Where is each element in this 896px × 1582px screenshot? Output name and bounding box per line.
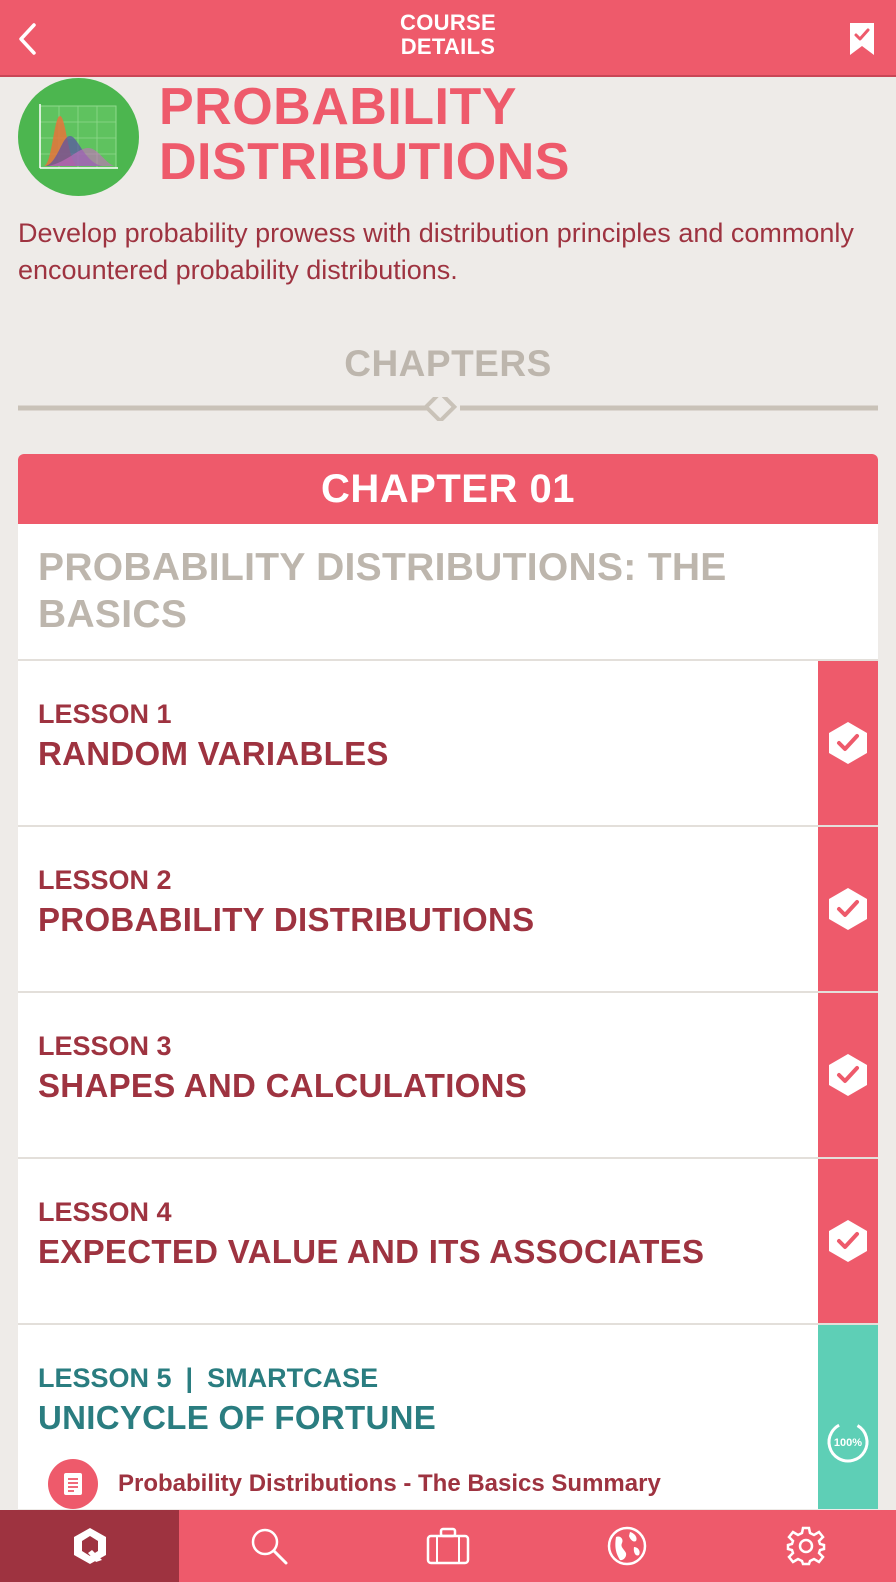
nav-globe[interactable] — [538, 1510, 717, 1582]
lesson-number: LESSON 5 | SMARTCASE — [38, 1363, 379, 1393]
bottom-nav — [0, 1510, 896, 1582]
summary-link[interactable] — [48, 1459, 661, 1509]
course-description: Develop probability prowess with distribution principles and commonly encountered probability distributions. — [18, 218, 854, 285]
completed-check-icon — [826, 1218, 870, 1264]
chapter-card — [18, 454, 878, 1509]
lesson-row[interactable] — [18, 1159, 878, 1325]
top-bar — [0, 0, 896, 77]
chapters-heading: CHAPTERS — [344, 343, 552, 384]
lesson-row[interactable] — [18, 993, 878, 1159]
course-chart-icon — [18, 78, 139, 196]
nav-settings[interactable] — [717, 1510, 896, 1582]
summary-label: Probability Distributions - The Basics Summary — [118, 1470, 661, 1497]
completed-check-icon — [826, 1052, 870, 1098]
completed-check-icon — [826, 886, 870, 932]
lesson-status — [818, 661, 878, 825]
nav-briefcase[interactable] — [358, 1510, 537, 1582]
nav-home[interactable] — [0, 1510, 179, 1582]
lesson-status — [818, 1325, 878, 1509]
smartcase-lesson-row[interactable] — [18, 1325, 878, 1509]
home-logo-icon — [70, 1526, 110, 1566]
document-icon — [48, 1459, 98, 1509]
chapter-name: PROBABILITY DISTRIBUTIONS: THE BASICS — [18, 524, 878, 661]
lesson-number: LESSON 3 — [38, 1031, 172, 1061]
lesson-status — [818, 827, 878, 991]
page-title: COURSE DETAILS — [400, 10, 496, 59]
chapter-label: CHAPTER 01 — [18, 454, 878, 524]
chapters-divider — [18, 397, 878, 421]
course-title: PROBABILITY DISTRIBUTIONS — [159, 78, 570, 191]
lesson-name: SHAPES AND CALCULATIONS — [38, 1067, 528, 1104]
lesson-name: EXPECTED VALUE AND ITS ASSOCIATES — [38, 1233, 705, 1270]
completed-check-icon — [826, 720, 870, 766]
globe-icon — [606, 1525, 648, 1567]
lesson-number: LESSON 1 — [38, 699, 172, 729]
search-icon — [249, 1526, 289, 1566]
lesson-name: RANDOM VARIABLES — [38, 735, 389, 772]
smartcase-tag: SMARTCASE — [207, 1363, 379, 1393]
briefcase-icon — [426, 1526, 470, 1566]
lesson-name: PROBABILITY DISTRIBUTIONS — [38, 901, 535, 938]
lesson-status — [818, 993, 878, 1157]
lesson-status — [818, 1159, 878, 1323]
lesson-row[interactable] — [18, 827, 878, 993]
lesson-number: LESSON 2 — [38, 865, 172, 895]
bookmark-check-icon[interactable] — [848, 21, 876, 57]
nav-search[interactable] — [179, 1510, 358, 1582]
progress-value: 100% — [833, 1437, 863, 1449]
settings-icon — [785, 1525, 827, 1567]
progress-ring-icon — [825, 1419, 871, 1465]
lesson-row[interactable] — [18, 661, 878, 827]
lesson-number: LESSON 4 — [38, 1197, 172, 1227]
lesson-name: UNICYCLE OF FORTUNE — [38, 1399, 437, 1436]
